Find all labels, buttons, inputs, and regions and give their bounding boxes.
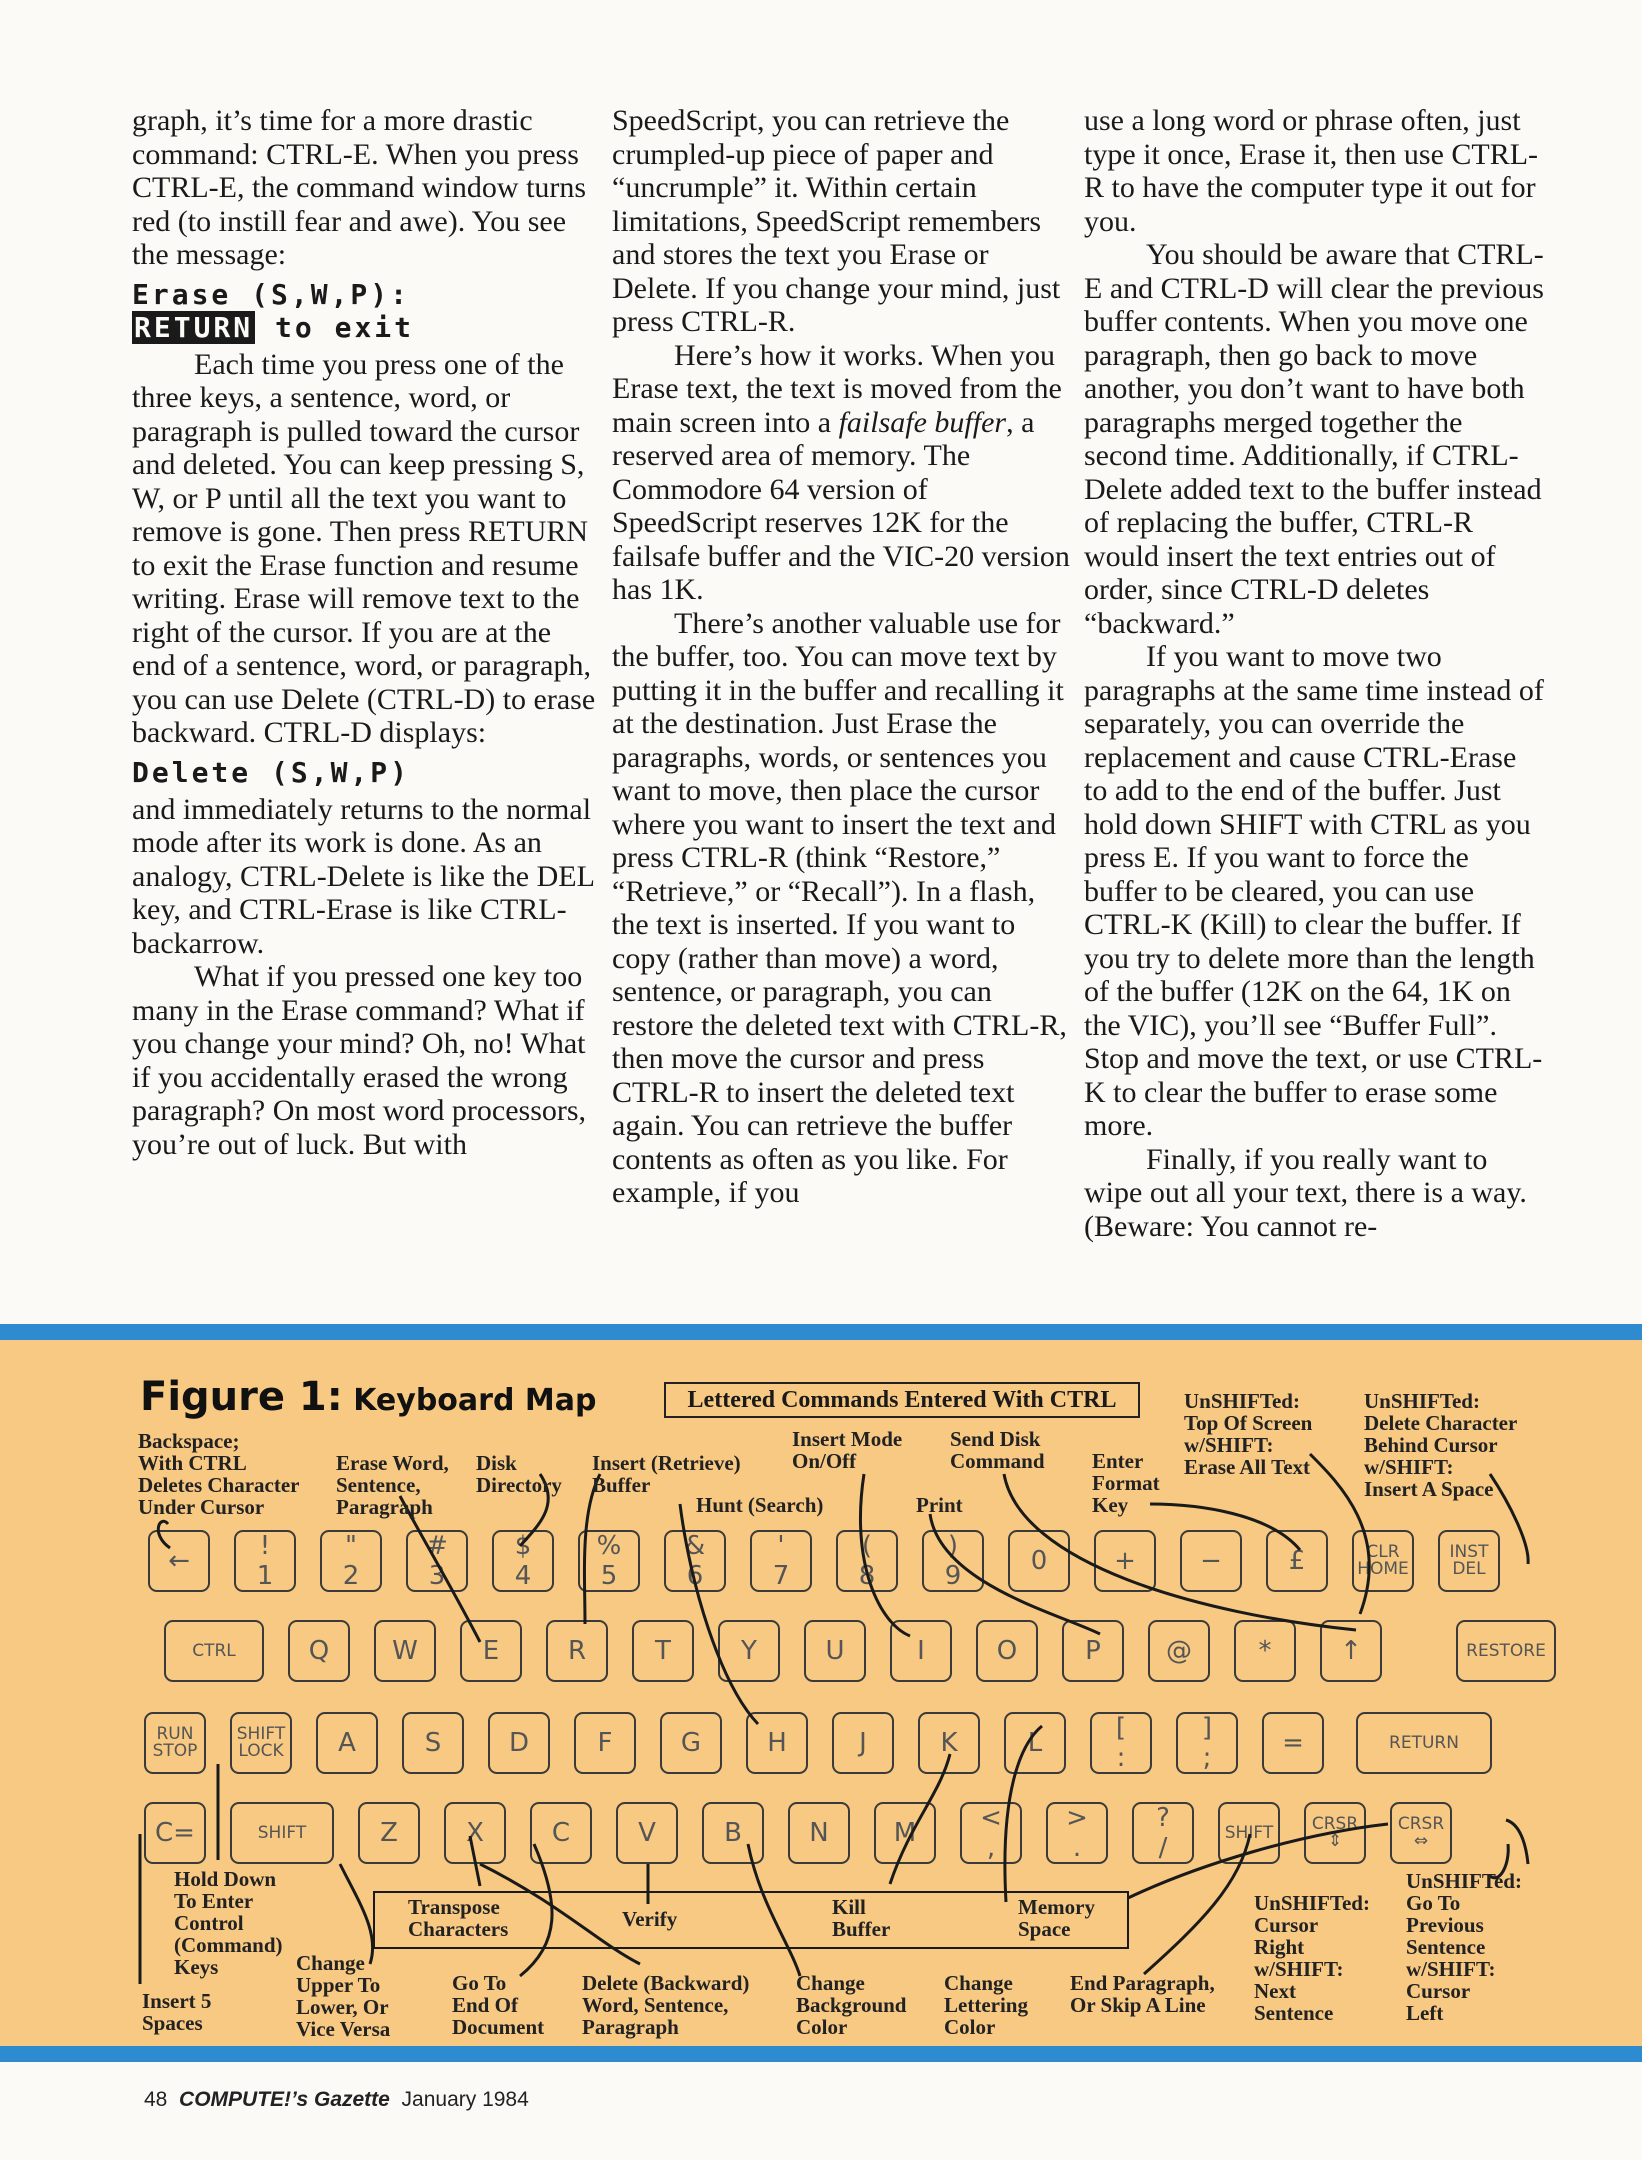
page-footer [144, 2088, 529, 2112]
keyboard-map-figure [0, 1324, 1642, 2062]
key-clr-home: CLR HOME [1352, 1530, 1414, 1592]
paragraph: SpeedScript, you can retrieve the crumpled-up piece of paper and “uncrumple” it. Within certain limitations, SpeedScript remembers and stores the text you Erase or Delete. If you change your mind, just press CTRL-R. [612, 104, 1061, 338]
label-verify: Verify [622, 1907, 678, 1931]
key-y: Y [718, 1620, 780, 1682]
leader-line [340, 1864, 373, 1964]
leader-line [1506, 1820, 1528, 1864]
label-insert-5: Insert 5 Spaces [142, 1989, 212, 2035]
emphasis: failsafe buffer [838, 405, 1007, 439]
erase-message [132, 278, 596, 344]
label-top-of-screen: UnSHIFTed: Top Of Screen w/SHIFT: Erase All Text [1184, 1389, 1313, 1479]
label-memory-space: Memory Space [1018, 1895, 1095, 1941]
return-key-glyph: RETURN [134, 310, 254, 344]
leader-line [1144, 1834, 1250, 1974]
key-&-6: & 6 [664, 1530, 726, 1592]
key-inst-del: INST DEL [1438, 1530, 1500, 1592]
exit-text: to exit [255, 310, 415, 344]
erase-prompt: Erase (S,W,P): [132, 277, 411, 311]
key-$-4: $ 4 [492, 1530, 554, 1592]
key-c: C [530, 1802, 592, 1864]
key-ctrl: CTRL [164, 1620, 264, 1682]
key-*: * [1234, 1620, 1296, 1682]
key-restore: RESTORE [1456, 1620, 1556, 1682]
key-0: 0 [1008, 1530, 1070, 1592]
key-o: O [976, 1620, 1038, 1682]
issue-date: January 1984 [401, 2088, 529, 2111]
label-change-background: Change Background Color [796, 1971, 907, 2039]
paragraph: Finally, if you really want to wipe out all your text, there is a way. (Beware: You cannot re- [1084, 1142, 1527, 1243]
key-shift: SHIFT [230, 1802, 334, 1864]
key-↑: ↑ [1320, 1620, 1382, 1682]
label-erase-word: Erase Word, Sentence, Paragraph [336, 1451, 449, 1519]
key-run-stop: RUN STOP [144, 1712, 206, 1774]
key-i: I [890, 1620, 952, 1682]
key-q: Q [288, 1620, 350, 1682]
key-h: H [746, 1712, 808, 1774]
label-hold-down: Hold Down To Enter Control (Command) Keys [174, 1867, 283, 1979]
leader-line [1004, 1474, 1356, 1630]
label-end-paragraph: End Paragraph, Or Skip A Line [1070, 1971, 1215, 2017]
delete-message: Delete (S,W,P) [132, 755, 411, 789]
leader-line [890, 1754, 950, 1884]
label-enter-format: Enter Format Key [1092, 1449, 1160, 1517]
leader-line [1150, 1504, 1300, 1550]
leader-line [470, 1836, 480, 1886]
label-change-upper: Change Upper To Lower, Or Vice Versa [296, 1951, 391, 2041]
ctrl-commands-box: Lettered Commands Entered With CTRL [664, 1382, 1140, 1418]
figure-number: Figure 1: [140, 1374, 343, 1420]
label-go-previous: UnSHIFTed: Go To Previous Sentence w/SHIFT: Cursor Left [1406, 1869, 1522, 2025]
key-shift-lock: SHIFT LOCK [230, 1712, 292, 1774]
key-#-3: # 3 [406, 1530, 468, 1592]
text-run: , a reserved area of memory. The Commodore 64 version of SpeedScript reserves 12K for the failsafe buffer and the VIC-20 version has 1K. [612, 405, 1070, 606]
key-−: − [1180, 1530, 1242, 1592]
paragraph: There’s another valuable use for the buffer, too. You can move text by putting it in the buffer and recalling it at the destination. Just Erase the paragraphs, words, or sentences you want to move, then place the cursor where you want to insert the text and press CTRL-R (think “Restore,” “Retrieve,” or “Recall”). In a flash, the text is inserted. If you want to copy (rather than move) a word, sentence, or paragraph, you can restore the deleted text with CTRL-R, then move the cursor and press CTRL-R to insert the deleted text again. You can retrieve the buffer contents as often as you like. For example, if you [612, 606, 1067, 1209]
key-@: @ [1148, 1620, 1210, 1682]
key-(-8: ( 8 [836, 1530, 898, 1592]
label-delete-character: UnSHIFTed: Delete Character Behind Cursor w/SHIFT: Insert A Space [1364, 1389, 1518, 1501]
key-+: + [1094, 1530, 1156, 1592]
label-send-disk: Send Disk Command [950, 1427, 1045, 1473]
key-<-,: < , [960, 1802, 1022, 1864]
key-)-9: ) 9 [922, 1530, 984, 1592]
key-f: F [574, 1712, 636, 1774]
key-u: U [804, 1620, 866, 1682]
key-[-:: [ : [1090, 1712, 1152, 1774]
leader-line [860, 1474, 910, 1636]
key-c=: C= [144, 1802, 206, 1864]
key-"-2: " 2 [320, 1530, 382, 1592]
label-go-end: Go To End Of Document [452, 1971, 545, 2039]
key-shift: SHIFT [1218, 1802, 1280, 1864]
paragraph: use a long word or phrase often, just type it once, Erase it, then use CTRL-R to have the computer type it out for you. [1084, 104, 1539, 238]
label-insert-retrieve: Insert (Retrieve) Buffer [592, 1451, 741, 1497]
erase-exit-line [132, 311, 596, 344]
key-b: B [702, 1802, 764, 1864]
key-g: G [660, 1712, 722, 1774]
label-backspace: Backspace; With CTRL Deletes Character Under Cursor [138, 1429, 300, 1519]
key-m: M [874, 1802, 936, 1864]
leader-line [748, 1844, 800, 1976]
magazine-name: COMPUTE!’s Gazette [179, 2088, 390, 2111]
key-p: P [1062, 1620, 1124, 1682]
leader-line [1128, 1824, 1388, 1898]
key-crsr-⇕: CRSR ⇕ [1304, 1802, 1366, 1864]
page-number: 48 [144, 2088, 168, 2111]
key-t: T [632, 1620, 694, 1682]
paragraph [612, 339, 1072, 607]
key-x: X [444, 1802, 506, 1864]
paragraph: and immediately returns to the normal mode after its work is done. As an analogy, CTRL-Delete is like the DEL key, and CTRL-Erase is like CTRL-backarrow. [132, 792, 594, 960]
paragraph: You should be aware that CTRL-E and CTRL-D will clear the previous buffer contents. When you move one paragraph, then go back to move another, you don’t want to have both paragraphs merged together the second time. Additionally, if CTRL-Delete added text to the buffer instead of replacing the buffer, CTRL-R would insert the text entries out of order, since CTRL-D deletes “backward.” [1084, 238, 1544, 640]
leader-line [1310, 1454, 1369, 1614]
key-?-/: ? / [1132, 1802, 1194, 1864]
key-n: N [788, 1802, 850, 1864]
leader-line [930, 1514, 1100, 1634]
paragraph: graph, it’s time for a more drastic command: CTRL-E. When you press CTRL-E, the command window turns red (to instill fear and awe). You see the message: [132, 104, 587, 271]
key-crsr-⇔: CRSR ⇔ [1390, 1802, 1452, 1864]
key-=: = [1262, 1712, 1324, 1774]
key-z: Z [358, 1802, 420, 1864]
label-delete-backward: Delete (Backward) Word, Sentence, Paragraph [582, 1971, 750, 2039]
text-column-3 [1084, 104, 1544, 1243]
leader-line [1005, 1726, 1042, 1902]
text-column-2 [612, 104, 1072, 1210]
key-a: A [316, 1712, 378, 1774]
key-return: RETURN [1356, 1712, 1492, 1774]
label-hunt: Hunt (Search) [696, 1493, 824, 1517]
figure-caption: Keyboard Map [342, 1383, 597, 1418]
key-j: J [832, 1712, 894, 1774]
key-e: E [460, 1620, 522, 1682]
label-change-lettering: Change Lettering Color [944, 1971, 1028, 2039]
key-k: K [918, 1712, 980, 1774]
key-£: £ [1266, 1530, 1328, 1592]
key-'-7: ' 7 [750, 1530, 812, 1592]
label-print: Print [916, 1493, 963, 1517]
paragraph: If you want to move two paragraphs at the same time instead of separately, you can override the replacement and cause CTRL-Erase to add to the end of the buffer. Just hold down SHIFT with CTRL as you press E. If you want to force the buffer to be cleared, you can use CTRL-K (Kill) to clear the buffer. If you try to delete more than the length of the buffer (12K on the 64, 1K on the VIC), you’ll see “Buffer Full”. Stop and move the text, or use CTRL-K to clear the buffer to erase some more. [1084, 640, 1544, 1142]
label-disk-directory: Disk Directory [476, 1451, 562, 1497]
leader-line [158, 1521, 170, 1548]
label-transpose: Transpose Characters [408, 1895, 509, 1941]
key-%-5: % 5 [578, 1530, 640, 1592]
key-]-;: ] ; [1176, 1712, 1238, 1774]
paragraph: What if you pressed one key too many in the Erase command? What if you change your mind? Oh, no! What if you accidentally erased the wrong paragraph? On most word processors, you’re out of luck. But with [132, 960, 587, 1161]
label-cursor-right: UnSHIFTed: Cursor Right w/SHIFT: Next Sentence [1254, 1891, 1370, 2025]
key-w: W [374, 1620, 436, 1682]
key-s: S [402, 1712, 464, 1774]
key-←: ← [148, 1530, 210, 1592]
leader-line [680, 1504, 758, 1724]
key-v: V [616, 1802, 678, 1864]
key-l: L [1004, 1712, 1066, 1774]
text-run: Here’s how it works. When you Erase text, the text is moved from the main screen into a [612, 338, 1062, 439]
key-!-1: ! 1 [234, 1530, 296, 1592]
leader-line [520, 1844, 552, 1976]
key-d: D [488, 1712, 550, 1774]
text-column-1 [132, 104, 596, 1161]
label-insert-mode: Insert Mode On/Off [792, 1427, 903, 1473]
key-r: R [546, 1620, 608, 1682]
key->-.: > . [1046, 1802, 1108, 1864]
label-kill-buffer: Kill Buffer [832, 1895, 891, 1941]
paragraph: Each time you press one of the three keys, a sentence, word, or paragraph is pulled toward the cursor and deleted. You can keep pressing S, W, or P until all the text you want to remove is gone. Then press RETURN to exit the Erase function and resume writing. Erase will remove text to the right of the cursor. If you are at the end of a sentence, word, or paragraph, you can use Delete (CTRL-D) to erase backward. CTRL-D displays: [132, 347, 596, 749]
